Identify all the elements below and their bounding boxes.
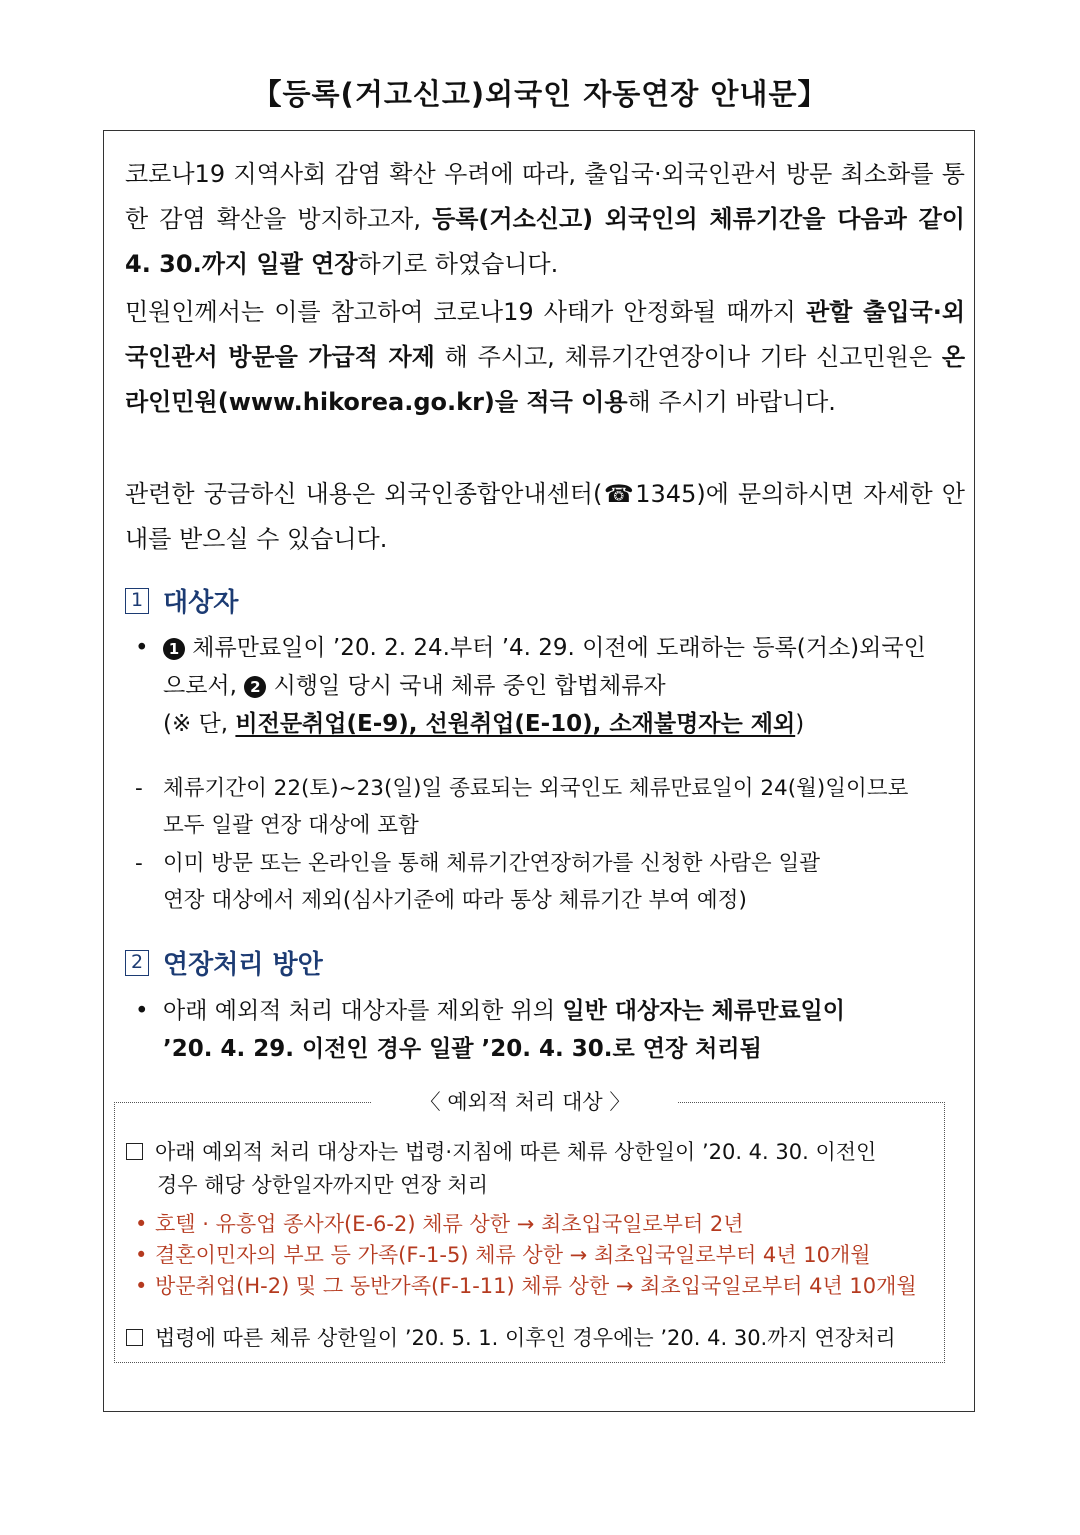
- bullet-dot: •: [135, 1274, 148, 1298]
- exception-list-item: [135, 1209, 935, 1240]
- dash-item-already-applied: [135, 845, 965, 919]
- online-service-emphasis: 온라인민원(www.hikorea.go.kr)을 적극 이용: [125, 343, 965, 416]
- dash-symbol: -: [135, 776, 143, 801]
- check-text: 아래 예외적 처리 대상자는 법령·지침에 따른 체류 상한일이 ’20. 4. 30. 이전인: [155, 1140, 877, 1164]
- circled-number-2-icon: 2: [244, 676, 266, 698]
- section-heading-targets: [125, 582, 238, 619]
- exception-item-2: [126, 1322, 941, 1355]
- checkbox-icon: [126, 1329, 143, 1346]
- bullet-text: (※ 단,: [163, 711, 236, 737]
- intro-paragraph-3: [125, 472, 965, 562]
- check-line: [126, 1322, 941, 1355]
- dash-text: 이미 방문 또는 온라인을 통해 체류기간연장허가를 신청한 사람은 일괄: [163, 851, 820, 876]
- intro-emphasis: 관할 출입국·외국인관서 방문을 가급적 자제: [125, 298, 965, 371]
- dash-text: 체류기간이 22(토)~23(일)일 종료되는 외국인도 체류만료일이 24(월)일이므로: [163, 776, 909, 801]
- section-number: 1: [125, 588, 149, 614]
- exception-text: 결혼이민자의 부모 등 가족(F-1-5) 체류 상한 → 최초입국일로부터 4년 10개월: [155, 1243, 871, 1267]
- intro-text: 하기로 하였습니다.: [357, 250, 559, 278]
- bullet-text: 아래 예외적 처리 대상자를 제외한 위의: [163, 998, 563, 1024]
- target-bullet: [135, 629, 965, 743]
- intro-text: 민원인께서는 이를 참고하여 코로나19 사태가 안정화될 때까지: [125, 298, 806, 326]
- bullet-emphasis: ’20. 4. 29. 이전인 경우 일괄 ’20. 4. 30.로 연장 처리됨: [163, 1036, 762, 1062]
- section-title: 대상자: [163, 588, 239, 618]
- check-text: 법령에 따른 체류 상한일이 ’20. 5. 1. 이후인 경우에는 ’20. 4. 30.까지 연장처리: [155, 1326, 896, 1350]
- bullet-text: 시행일 당시 국내 체류 중인 합법체류자: [266, 673, 666, 699]
- dash-line: [135, 770, 965, 807]
- dash-text: 모두 일괄 연장 대상에 포함: [163, 813, 419, 838]
- intro-text: 코로나19 지역사회 감염 확산 우려에 따라, 출입국·외국인관서 방문 최소화를 통한 감염 확산을 방지하고자,: [125, 160, 965, 233]
- exception-list: [135, 1209, 935, 1302]
- intro-paragraph-1: [125, 152, 965, 287]
- circled-number-1-icon: 1: [163, 638, 185, 660]
- processing-bullet: [135, 992, 965, 1068]
- dash-line: [135, 845, 965, 882]
- bullet-line: [135, 992, 965, 1030]
- exception-list-item: [135, 1271, 935, 1302]
- bullet-text: ): [795, 711, 805, 737]
- bullet-text: 체류만료일이 ’20. 2. 24.부터 ’4. 29. 이전에 도래하는 등록(거소)외국인: [185, 635, 926, 661]
- section-heading-processing: [125, 944, 323, 981]
- dash-symbol: -: [135, 851, 143, 876]
- bullet-dot: •: [135, 635, 149, 661]
- document-title: 【등록(거고신고)외국인 자동연장 안내문】: [252, 77, 828, 111]
- bullet-dot: •: [135, 1243, 148, 1267]
- exclusion-note: 비전문취업(E-9), 선원취업(E-10), 소재불명자는 제외: [235, 711, 796, 737]
- exception-text: 방문취업(H-2) 및 그 동반가족(F-1-11) 체류 상한 → 최초입국일로부터 4년 10개월: [155, 1274, 917, 1298]
- section-number: 2: [125, 950, 149, 976]
- bullet-line: [135, 705, 965, 743]
- bullet-emphasis: 일반 대상자는 체류만료일이: [562, 998, 845, 1024]
- intro-text: 해 주시기 바랍니다.: [627, 388, 836, 416]
- check-text: 경우 해당 상한일자까지만 연장 처리: [157, 1173, 488, 1197]
- dash-text: 연장 대상에서 제외(심사기준에 따라 통상 체류기간 부여 예정): [163, 888, 747, 913]
- intro-paragraph-2: [125, 290, 965, 425]
- intro-emphasis: 등록(거소신고) 외국인의 체류기간을 다음과 같이 4. 30.까지 일괄 연장: [125, 205, 965, 278]
- exception-box-title: 〈 예외적 처리 대상 〉: [372, 1086, 678, 1118]
- bullet-text: 으로서,: [163, 673, 245, 699]
- exception-list-item: [135, 1240, 935, 1271]
- checkbox-icon: [126, 1143, 143, 1160]
- dash-item-weekend: [135, 770, 965, 844]
- section-title: 연장처리 방안: [163, 950, 323, 980]
- exception-text: 호텔 · 유흥업 종사자(E-6-2) 체류 상한 → 최초입국일로부터 2년: [155, 1212, 744, 1236]
- check-line: [126, 1136, 941, 1169]
- intro-text: 해 주시고, 체류기간연장이나 기타 신고민원은: [434, 343, 942, 371]
- bullet-line: [135, 667, 965, 705]
- contact-text: 관련한 궁금하신 내용은 외국인종합안내센터(☎1345)에 문의하시면 자세한 안내를 받으실 수 있습니다.: [125, 480, 965, 553]
- exception-item-1: [126, 1136, 941, 1202]
- bullet-dot: •: [135, 998, 149, 1024]
- bullet-line: [135, 629, 965, 667]
- bullet-dot: •: [135, 1212, 148, 1236]
